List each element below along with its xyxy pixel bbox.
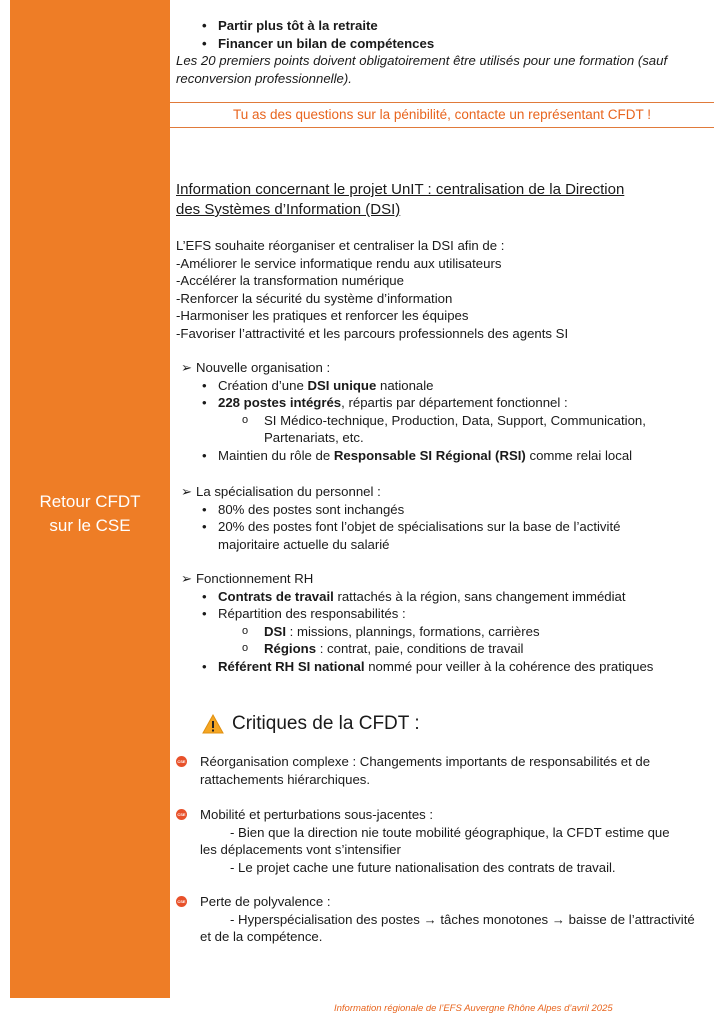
sub-list-item: o Régions : contrat, paie, conditions de travail (242, 641, 524, 657)
top-list (176, 17, 714, 87)
section-title: des Systèmes d’Information (DSI) (176, 201, 401, 218)
list-item: • Financer un bilan de compétences (202, 35, 435, 51)
list-item: • Partir plus tôt à la retraite (202, 18, 378, 33)
bullet-icon: • (202, 501, 207, 517)
section-title: Information concernant le projet UnIT : centralisation de la Direction (176, 181, 625, 198)
list-item: • Référent RH SI national nommé pour veiller à la cohérence des pratiques (202, 658, 654, 674)
arrow-icon: ➢ (181, 484, 193, 499)
critiques-heading (176, 712, 714, 736)
goal-item: -Améliorer le service informatique rendu aux utilisateurs (176, 255, 502, 271)
intro-text: L’EFS souhaite réorganiser et centraliser la DSI afin de : (176, 238, 505, 253)
arrow-icon: ➢ (181, 571, 193, 586)
bullet-icon: • (202, 35, 207, 51)
bullet-icon: • (202, 658, 207, 674)
spec-heading: ➢ La spécialisation du personnel : (181, 484, 381, 499)
note-line: reconversion professionnelle). (176, 70, 352, 86)
callout-banner: Tu as des questions sur la pénibilité, contacte un représentant CFDT ! (170, 102, 714, 128)
spec-section (176, 483, 714, 553)
circle-bullet-icon: o (242, 624, 249, 637)
critique-item-2: CSE Mobilité et perturbations sous-jacentes : - Bien que la direction nie toute mobilité géographique, la CFDT estime que les déplacements vont s’intensifier - Le projet cache une future nationalisation des contrats de travail. (177, 807, 670, 875)
org-section (176, 359, 714, 465)
bullet-icon: • (202, 606, 207, 622)
list-item: • Répartition des responsabilités : (202, 606, 406, 622)
cse-icon: CSE (176, 756, 187, 767)
goal-item: -Renforcer la sécurité du système d’information (176, 290, 453, 306)
list-item: • 80% des postes sont inchangés (202, 501, 405, 517)
arrow-icon: ➢ (181, 360, 193, 375)
circle-bullet-icon: o (242, 413, 249, 426)
list-item-cont: majoritaire actuelle du salarié (218, 536, 390, 552)
list-item: • Maintien du rôle de Responsable SI Régional (RSI) comme relai local (202, 447, 633, 463)
cse-icon: CSE (176, 809, 187, 820)
bullet-icon: • (202, 377, 207, 393)
bullet-icon: • (202, 18, 207, 33)
unit-section (176, 180, 714, 220)
list-item: • 228 postes intégrés, répartis par département fonctionnel : (202, 395, 568, 411)
footer: Information régionale de l’EFS Auvergne Rhône Alpes d’avril 2025 (334, 1003, 613, 1014)
sub-list-item: o SI Médico-technique, Production, Data, Support, Communication, (242, 412, 646, 428)
warning-icon (202, 714, 224, 734)
goal-item: -Harmoniser les pratiques et renforcer les équipes (176, 308, 469, 324)
bullet-icon: • (202, 395, 207, 411)
rh-section (176, 570, 714, 676)
cse-icon: CSE (176, 896, 187, 907)
goal-item: -Accélérer la transformation numérique (176, 273, 404, 289)
list-item: • 20% des postes font l’objet de spécialisations sur la base de l’activité (202, 519, 621, 535)
sidebar (10, 0, 170, 998)
rh-heading: ➢ Fonctionnement RH (181, 571, 314, 586)
critique-item-3: CSE Perte de polyvalence : - Hyperspécialisation des postes → tâches monotones → baisse de l’attractivité et de la compétence. (177, 894, 695, 945)
bullet-icon: • (202, 447, 207, 463)
sidebar-label: Retour CFDT sur le CSE (39, 492, 141, 535)
note-line: Les 20 premiers points doivent obligatoirement être utilisés pour une formation (sauf (176, 53, 668, 69)
bullet-icon: • (202, 519, 207, 535)
critique-item-1: CSE Réorganisation complexe : Changements importants de responsabilités et de rattachements hiérarchiques. (177, 754, 651, 787)
list-item: • Contrats de travail rattachés à la région, sans changement immédiat (202, 588, 626, 604)
circle-bullet-icon: o (242, 642, 249, 655)
bullet-icon: • (202, 588, 207, 604)
sub-list-item: o DSI : missions, plannings, formations, carrières (242, 623, 540, 639)
unit-goals (176, 237, 714, 343)
list-item: • Création d’une DSI unique nationale (202, 377, 434, 393)
sub-list-item-cont: Partenariats, etc. (264, 430, 364, 446)
goal-item: -Favoriser l’attractivité et les parcours professionnels des agents SI (176, 325, 569, 341)
critiques-title: Critiques de la CFDT : (232, 713, 420, 734)
org-heading: ➢ Nouvelle organisation : (181, 360, 331, 375)
